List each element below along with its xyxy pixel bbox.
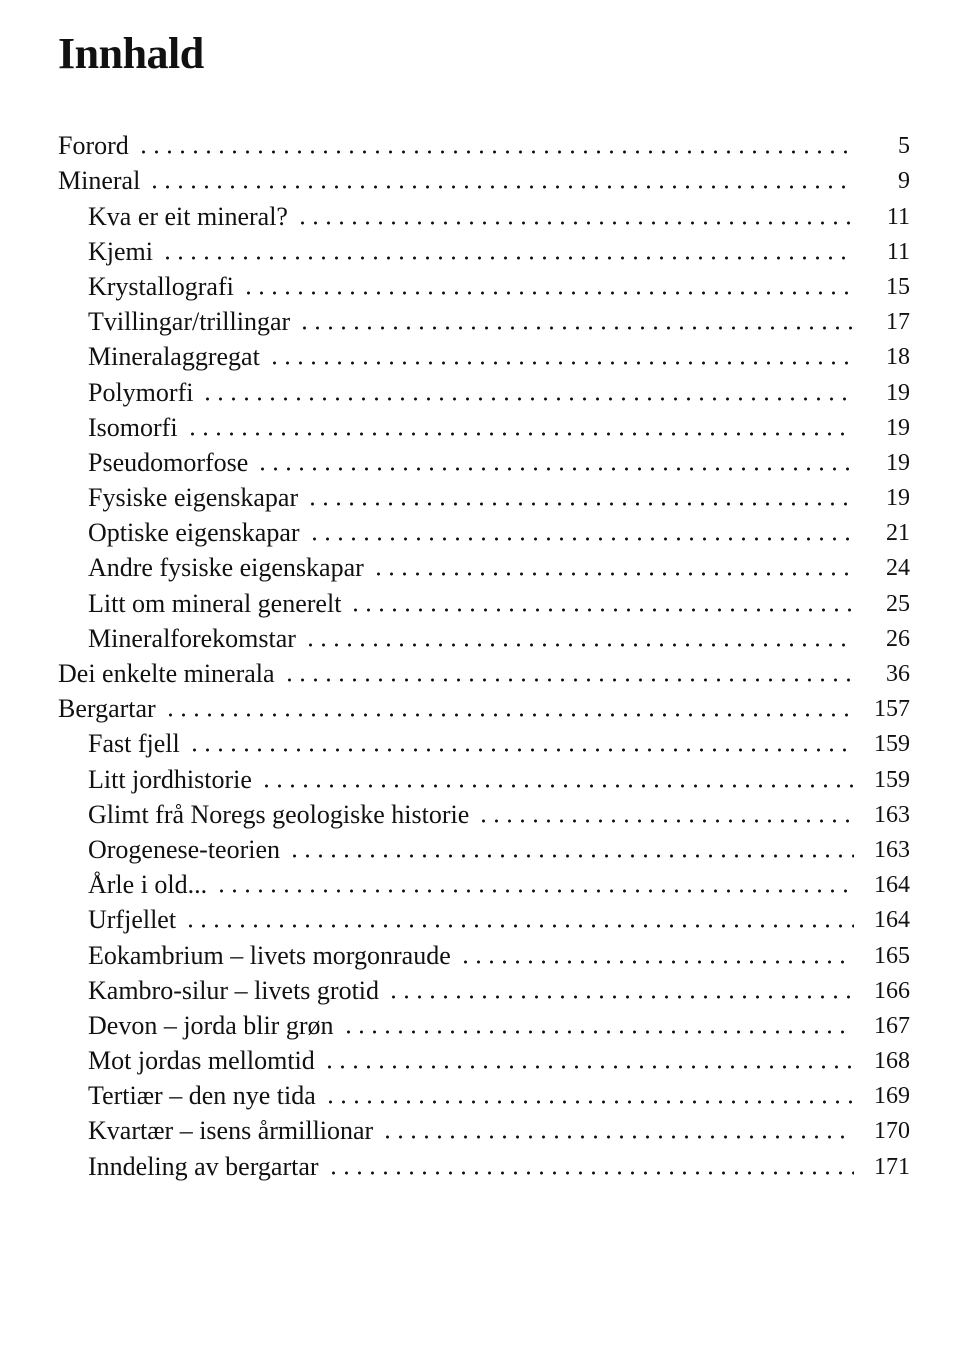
toc-entry-label: Kambro-silur – livets grotid bbox=[88, 975, 380, 1005]
dot-leader bbox=[256, 467, 854, 471]
toc-subentry bbox=[58, 443, 910, 478]
dot-leader bbox=[387, 995, 854, 999]
toc-page-number: 163 bbox=[874, 801, 910, 828]
toc-subentry bbox=[58, 548, 910, 583]
toc-entry-label: Kjemi bbox=[88, 236, 153, 266]
toc-page-number: 25 bbox=[886, 590, 910, 617]
toc-page-number: 19 bbox=[886, 379, 910, 406]
toc-entry-label: Fysiske eigenskapar bbox=[88, 483, 299, 513]
toc-page-number: 157 bbox=[874, 696, 910, 723]
dot-leader bbox=[306, 502, 854, 506]
toc-subentry bbox=[58, 1041, 910, 1076]
toc-subentry bbox=[58, 302, 910, 337]
toc-subentry bbox=[58, 759, 910, 794]
toc-entry-label: Andre fysiske eigenskapar bbox=[88, 553, 364, 583]
toc-page-number: 171 bbox=[874, 1153, 910, 1180]
dot-leader bbox=[323, 1065, 854, 1069]
dot-leader bbox=[283, 678, 854, 682]
toc-page-number: 166 bbox=[874, 977, 910, 1004]
toc-entry-label: Forord bbox=[58, 131, 129, 161]
toc-page-number: 159 bbox=[874, 731, 910, 758]
toc-page-number: 19 bbox=[886, 449, 910, 476]
toc-subentry bbox=[58, 1006, 910, 1041]
dot-leader bbox=[242, 291, 854, 295]
dot-leader bbox=[188, 748, 854, 752]
toc-page-number: 168 bbox=[874, 1048, 910, 1075]
dot-leader bbox=[304, 643, 854, 647]
toc-page-number: 159 bbox=[874, 766, 910, 793]
dot-leader bbox=[298, 326, 854, 330]
toc-subentry bbox=[58, 935, 910, 970]
toc-entry-label: Kva er eit mineral? bbox=[88, 201, 288, 231]
toc-subentry bbox=[58, 478, 910, 513]
toc-subentry bbox=[58, 830, 910, 865]
dot-leader bbox=[137, 150, 854, 154]
toc-page-number: 11 bbox=[886, 203, 910, 230]
toc-entry-label: Tertiær – den nye tida bbox=[88, 1081, 316, 1111]
toc-page-number: 26 bbox=[886, 625, 910, 652]
dot-leader bbox=[324, 1100, 854, 1104]
toc-page-number: 165 bbox=[874, 942, 910, 969]
toc-subentry bbox=[58, 408, 910, 443]
toc-page-number: 36 bbox=[886, 661, 910, 687]
toc-entry-label: Årle i old... bbox=[88, 870, 208, 900]
toc-entry-label: Mineralforekomstar bbox=[88, 623, 296, 653]
toc-page-number: 164 bbox=[874, 907, 910, 934]
toc-entry-label: Kvartær – isens årmillionar bbox=[88, 1116, 374, 1146]
toc-page-number: 164 bbox=[874, 872, 910, 899]
toc-page-number: 19 bbox=[886, 414, 910, 441]
toc-page-number: 170 bbox=[874, 1118, 910, 1145]
toc-subentry bbox=[58, 1111, 910, 1146]
dot-leader bbox=[164, 713, 854, 717]
toc-page-number: 19 bbox=[886, 485, 910, 512]
toc-subentry bbox=[58, 583, 910, 618]
toc-page-number: 169 bbox=[874, 1083, 910, 1110]
dot-leader bbox=[477, 819, 854, 823]
toc-entry-label: Devon – jorda blir grøn bbox=[88, 1010, 334, 1040]
toc-page-number: 9 bbox=[898, 168, 910, 195]
toc-entry-label: Glimt frå Noregs geologiske historie bbox=[88, 799, 470, 829]
toc-entry bbox=[58, 654, 910, 689]
toc-subentry bbox=[58, 724, 910, 759]
toc-entry-label: Mineralaggregat bbox=[88, 342, 260, 372]
toc-entry-label: Isomorfi bbox=[88, 412, 178, 442]
dot-leader bbox=[268, 361, 854, 365]
toc-page-number: 5 bbox=[898, 133, 910, 160]
toc-entry-label: Krystallografi bbox=[88, 271, 234, 301]
toc-entry-label: Fast fjell bbox=[88, 729, 180, 759]
toc-page-number: 24 bbox=[886, 555, 910, 582]
toc-entry-label: Optiske eigenskapar bbox=[88, 518, 300, 548]
toc-subentry bbox=[58, 196, 910, 231]
toc-page-number: 15 bbox=[886, 273, 910, 300]
dot-leader bbox=[296, 221, 854, 225]
dot-leader bbox=[308, 537, 854, 541]
toc-subentry bbox=[58, 1146, 910, 1181]
toc-entry-label: Bergartar bbox=[58, 694, 156, 724]
toc-page-number: 21 bbox=[886, 520, 910, 547]
dot-leader bbox=[184, 924, 854, 928]
toc-subentry bbox=[58, 513, 910, 548]
toc-subentry bbox=[58, 232, 910, 267]
table-of-contents bbox=[58, 126, 910, 1182]
dot-leader bbox=[288, 854, 854, 858]
toc-entry-label: Polymorfi bbox=[88, 377, 194, 407]
dot-leader bbox=[215, 889, 854, 893]
toc-page-number: 17 bbox=[886, 309, 910, 336]
dot-leader bbox=[201, 397, 854, 401]
toc-entry-label: Mot jordas mellomtid bbox=[88, 1046, 315, 1076]
toc-subentry bbox=[58, 971, 910, 1006]
dot-leader bbox=[342, 1030, 854, 1034]
toc-subentry bbox=[58, 900, 910, 935]
toc-entry-label: Litt om mineral generelt bbox=[88, 588, 342, 618]
dot-leader bbox=[349, 608, 854, 612]
toc-entry-label: Dei enkelte minerala bbox=[58, 659, 275, 688]
toc-subentry bbox=[58, 865, 910, 900]
dot-leader bbox=[260, 784, 854, 788]
toc-entry-label: Inndeling av bergartar bbox=[88, 1151, 319, 1181]
dot-leader bbox=[148, 185, 854, 189]
toc-subentry bbox=[58, 619, 910, 654]
toc-page-number: 163 bbox=[874, 836, 910, 863]
toc-subentry bbox=[58, 372, 910, 407]
toc-entry-label: Mineral bbox=[58, 166, 141, 196]
dot-leader bbox=[459, 960, 854, 964]
dot-leader bbox=[381, 1135, 854, 1139]
dot-leader bbox=[186, 432, 854, 436]
dot-leader bbox=[161, 256, 854, 260]
toc-page-number: 167 bbox=[874, 1012, 910, 1039]
toc-entry-label: Tvillingar/trillingar bbox=[88, 307, 291, 337]
toc-entry bbox=[58, 689, 910, 724]
toc-subentry bbox=[58, 337, 910, 372]
toc-page-number: 11 bbox=[886, 238, 910, 265]
toc-entry-label: Eokambrium – livets morgonraude bbox=[88, 940, 451, 970]
toc-entry-label: Urfjellet bbox=[88, 905, 177, 935]
toc-entry bbox=[58, 126, 910, 161]
page-title: Innhald bbox=[58, 29, 204, 78]
toc-entry bbox=[58, 161, 910, 196]
dot-leader bbox=[327, 1171, 854, 1175]
toc-entry-label: Pseudomorfose bbox=[88, 447, 249, 477]
toc-subentry bbox=[58, 1076, 910, 1111]
toc-entry-label: Litt jordhistorie bbox=[88, 764, 252, 794]
toc-entry-label: Orogenese-teorien bbox=[88, 834, 281, 864]
toc-subentry bbox=[58, 795, 910, 830]
toc-page-number: 18 bbox=[886, 344, 910, 371]
dot-leader bbox=[372, 572, 854, 576]
toc-subentry bbox=[58, 267, 910, 302]
